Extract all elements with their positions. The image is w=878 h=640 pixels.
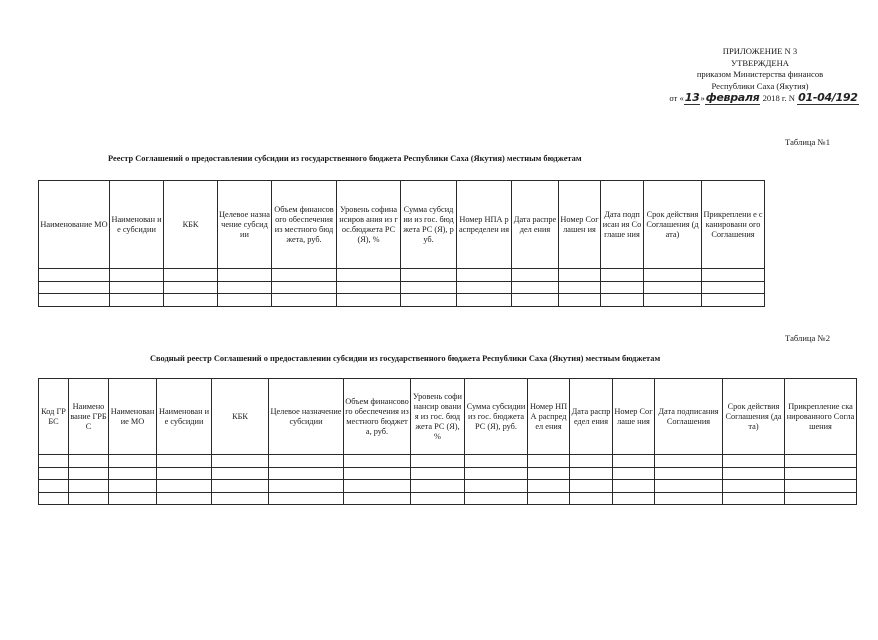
table-cell <box>401 294 457 307</box>
table-cell <box>512 269 559 282</box>
table-cell <box>69 492 109 505</box>
table-cell <box>465 492 528 505</box>
table-row <box>39 294 765 307</box>
table-cell <box>157 480 212 493</box>
table-cell <box>528 455 570 468</box>
table-cell <box>723 455 785 468</box>
table-cell <box>157 467 212 480</box>
table-row <box>39 269 765 282</box>
approval-block <box>640 46 878 105</box>
table1-column-header: Прикреплени е сканированн ого Соглашения <box>702 181 765 269</box>
table-cell <box>411 480 465 493</box>
table-cell <box>218 281 272 294</box>
table-cell <box>110 294 164 307</box>
table-cell <box>39 294 110 307</box>
table-cell <box>702 281 765 294</box>
table-cell <box>39 480 69 493</box>
table-cell <box>109 455 157 468</box>
table-cell <box>613 480 655 493</box>
table-cell <box>655 480 723 493</box>
table2-column-header: КБК <box>212 379 269 455</box>
table2-column-header: Код ГРБС <box>39 379 69 455</box>
table1-column-header: Наименован ие субсидии <box>110 181 164 269</box>
table-cell <box>164 294 218 307</box>
table-cell <box>212 455 269 468</box>
table1-column-header: КБК <box>164 181 218 269</box>
table-cell <box>723 480 785 493</box>
table1-column-header: Наименование МО <box>39 181 110 269</box>
table-cell <box>465 467 528 480</box>
table2-column-header: Срок действия Соглашения (дата) <box>723 379 785 455</box>
table-cell <box>411 492 465 505</box>
table-cell <box>212 492 269 505</box>
table-cell <box>212 480 269 493</box>
table-cell <box>344 480 411 493</box>
table-cell <box>344 492 411 505</box>
table-cell <box>528 480 570 493</box>
table2-column-header: Целевое назначение субсидии <box>269 379 344 455</box>
table2-header-row <box>39 379 857 455</box>
approved-label: УТВЕРЖДЕНА <box>730 57 790 68</box>
table-cell <box>723 467 785 480</box>
table-cell <box>109 480 157 493</box>
table-cell <box>465 480 528 493</box>
table-cell <box>601 281 644 294</box>
table-cell <box>272 269 337 282</box>
table-cell <box>457 294 512 307</box>
table-cell <box>39 492 69 505</box>
table-cell <box>465 455 528 468</box>
date-prefix: от « <box>669 93 684 103</box>
table-cell <box>613 492 655 505</box>
table1-column-header: Объем финансового обеспечения из местного бюджета, руб. <box>272 181 337 269</box>
table-cell <box>164 281 218 294</box>
table-cell <box>411 467 465 480</box>
table-cell <box>559 281 601 294</box>
table2-column-header: Прикрепление сканированного Соглашения <box>785 379 857 455</box>
table-cell <box>723 492 785 505</box>
table-cell <box>109 467 157 480</box>
table-cell <box>69 480 109 493</box>
table-cell <box>570 467 613 480</box>
table-cell <box>559 269 601 282</box>
registry-table-2 <box>38 378 857 505</box>
table-row <box>39 492 857 505</box>
table2-column-header: Наименован ие МО <box>109 379 157 455</box>
handwritten-month: февраля <box>705 91 760 104</box>
handwritten-day: 13 <box>684 91 700 104</box>
table-cell <box>39 281 110 294</box>
table-cell <box>218 294 272 307</box>
table-cell <box>39 467 69 480</box>
table-cell <box>512 281 559 294</box>
approved-by-ministry: Республики Саха (Якутия) <box>711 80 809 91</box>
table-row <box>39 480 857 493</box>
table2-column-header: Сумма субсидии из гос. бюджета РС (Я), руб. <box>465 379 528 455</box>
approved-by-order: приказом Министерства финансов <box>696 69 824 79</box>
table1-column-header: Сумма субсидии из гос. бюджета РС (Я), руб. <box>401 181 457 269</box>
table1-label: Таблица №1 <box>785 137 830 147</box>
table-row <box>39 281 765 294</box>
table1-title: Реестр Соглашений о предоставлении субсидии из государственного бюджета Республики Саха (Якутия) местным бюджетам <box>108 154 582 163</box>
table-cell <box>512 294 559 307</box>
table1-header-row <box>39 181 765 269</box>
table-cell <box>157 492 212 505</box>
table-cell <box>39 455 69 468</box>
handwritten-order-number: 01-04/192 <box>798 91 858 104</box>
table-cell <box>269 467 344 480</box>
table-cell <box>528 492 570 505</box>
table1-column-header: Номер Соглашен ия <box>559 181 601 269</box>
table-cell <box>601 269 644 282</box>
table-cell <box>337 281 401 294</box>
table-cell <box>110 281 164 294</box>
order-date-line <box>648 92 878 105</box>
table-cell <box>164 269 218 282</box>
table-cell <box>559 294 601 307</box>
date-mid: » <box>700 93 705 103</box>
table-cell <box>218 269 272 282</box>
table-cell <box>69 467 109 480</box>
table2-column-header: Номер НПА распредел ения <box>528 379 570 455</box>
table-cell <box>109 492 157 505</box>
table-cell <box>601 294 644 307</box>
table-cell <box>344 455 411 468</box>
table-cell <box>269 492 344 505</box>
table1-column-header: Номер НПА распределен ия <box>457 181 512 269</box>
table-cell <box>272 294 337 307</box>
table-cell <box>570 455 613 468</box>
table-cell <box>655 492 723 505</box>
table1-column-header: Целевое назначение субсидии <box>218 181 272 269</box>
table-cell <box>401 281 457 294</box>
table-cell <box>644 294 702 307</box>
table-cell <box>702 269 765 282</box>
table-cell <box>457 281 512 294</box>
table-cell <box>401 269 457 282</box>
table-cell <box>644 269 702 282</box>
table-cell <box>785 492 857 505</box>
table-cell <box>785 455 857 468</box>
table-cell <box>272 281 337 294</box>
table-cell <box>337 269 401 282</box>
table2-column-header: Наимено вание ГРБС <box>69 379 109 455</box>
table1-column-header: Дата подписан ия Соглаше ния <box>601 181 644 269</box>
table-cell <box>69 455 109 468</box>
table-cell <box>157 455 212 468</box>
table-cell <box>655 467 723 480</box>
table-cell <box>702 294 765 307</box>
table-cell <box>269 480 344 493</box>
table-cell <box>644 281 702 294</box>
table-cell <box>528 467 570 480</box>
table-cell <box>39 269 110 282</box>
table2-column-header: Объем финансового обеспечения из местного бюджета, руб. <box>344 379 411 455</box>
table1-column-header: Срок действия Соглашения (дата) <box>644 181 702 269</box>
table2-title: Сводный реестр Соглашений о предоставлении субсидии из государственного бюджета Республики Саха (Якутия) местным бюджетам <box>150 354 661 363</box>
table2-column-header: Уровень софинансир ования из гос. бюджета РС (Я), % <box>411 379 465 455</box>
table-cell <box>655 455 723 468</box>
table-cell <box>457 269 512 282</box>
table-row <box>39 467 857 480</box>
table2-column-header: Дата распредел ения <box>570 379 613 455</box>
registry-table-1 <box>38 180 765 307</box>
table2-label: Таблица №2 <box>785 333 830 343</box>
table-cell <box>411 455 465 468</box>
table-cell <box>613 467 655 480</box>
table1-column-header: Дата распредел ения <box>512 181 559 269</box>
appendix-number: ПРИЛОЖЕНИЕ N 3 <box>722 46 798 56</box>
table-cell <box>337 294 401 307</box>
table-cell <box>785 467 857 480</box>
date-year: 2018 г. N <box>760 93 798 103</box>
table-cell <box>269 455 344 468</box>
table1-column-header: Уровень софинансиров ания из гос.бюджета РС (Я), % <box>337 181 401 269</box>
table-cell <box>212 467 269 480</box>
table-row <box>39 455 857 468</box>
table-cell <box>110 269 164 282</box>
table-cell <box>344 467 411 480</box>
table-cell <box>785 480 857 493</box>
table2-column-header: Номер Соглаше ния <box>613 379 655 455</box>
table2-column-header: Дата подписания Соглашения <box>655 379 723 455</box>
table-cell <box>570 480 613 493</box>
table-cell <box>570 492 613 505</box>
table2-column-header: Наименован ие субсидии <box>157 379 212 455</box>
table-cell <box>613 455 655 468</box>
